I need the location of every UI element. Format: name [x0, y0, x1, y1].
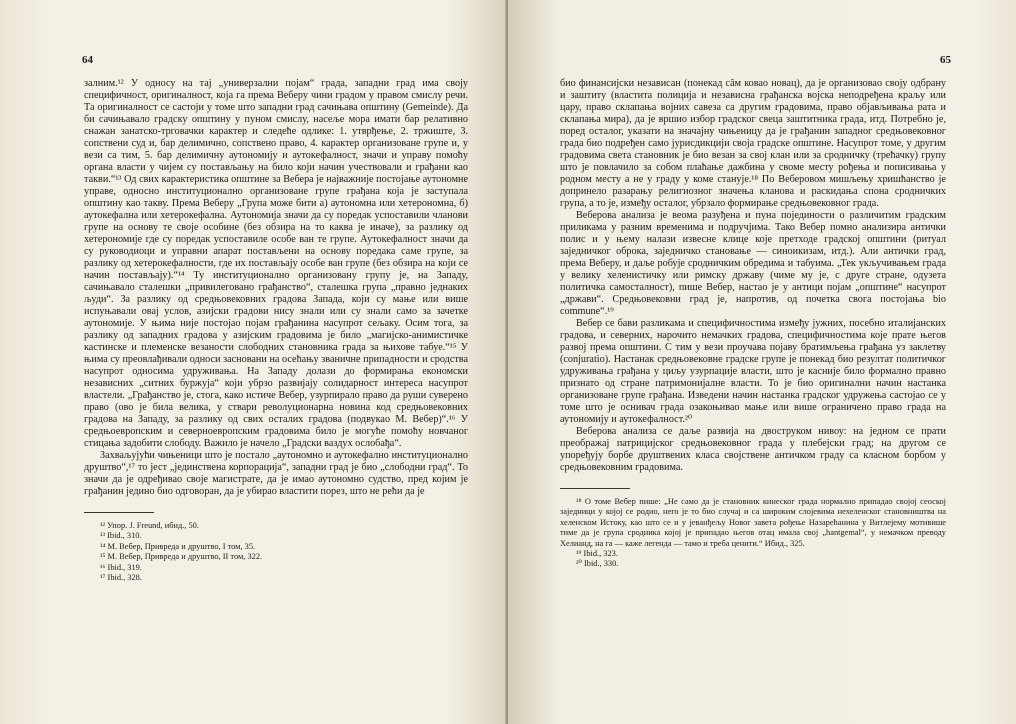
- footnote: ¹³ Ibid., 310.: [100, 531, 142, 541]
- right-page: [508, 0, 1016, 724]
- page-number: 64: [82, 54, 93, 66]
- paragraph: био финансијски независан (понекад сâм ковао новац), да је организовао своју одбрану и заштиту (властита полиција и независна грађанска војска неподређена краљу или цару, право склапања војних савеза са другим градовима, право објављивања рата и склапања мира), да је вршио избор градског свеца заштитника града, итд. Потребно је, поред осталог, указати на значајну чињеницу да је грађанин западног средњовековног града био подређен само јурисдикцији своја градске општине. Насупрот томе, у другим градовима света становник је био везан за свој клан или за сродничку (трећачку) групу што је повлачило за собом плаћање дажбина у своме месту рођења и пописивања у родном месту а не у граду у коме станује.¹⁸ По Веберовом мишљењу хришћанство је допринело разарању религиозног значења кланова и раскидања спона сродничких група, а то је, између осталог, убрзало формирање средњовековног града.: [560, 78, 946, 209]
- footnote: ¹⁷ Ibid., 328.: [100, 573, 142, 583]
- footnote: ¹² Упор. J. Freund, ибид., 50.: [100, 521, 199, 530]
- page-number: 65: [940, 54, 951, 66]
- body-text: [560, 78, 946, 474]
- body-text: [84, 78, 468, 498]
- footnote: ¹⁶ Ibid., 319.: [100, 562, 142, 572]
- footnote-rule: [84, 512, 154, 513]
- left-column: [84, 78, 468, 583]
- footnotes: [84, 521, 468, 583]
- footnote: ²⁰ Ibid., 330.: [576, 559, 619, 569]
- paragraph: залним.¹² У односу на тај „универзални појам“ града, западни град има своју специфичност, оригиналност, која га према Веберу чини градом у правом смислу речи. Та оригиналност се састоји у томе што западни град сачињава општину (Gemeinde). Да би сачињавало градску општину у пуном смислу, насеље мора имати бар релативно снажан занатско-трговачки карактер и следеће одлике: 1. утврђење, 2. тржиште, 3. сопствени суд и, бар делимично, сопствено право, 4. карактер организоване групе и, у вези са тим, 5. бар делимичну аутономију и аутокефалност, значи и управу помоћу органа власти у чијем су постављању на било који начин учествовали и грађани као такви.“¹³ Од свих карактеристика општине за Вебера је најважније постојање аутономне управе, односно институционално организоване групе грађана која је заступала општину као такву. Према Веберу „Група може бити а) аутономна или хетерономна, б) аутокефална или хетерокефална. Аутономија значи да су поредак успоставили чланови групе на основу те своје особине (без обзира на то каква је иначе), за разлику од хетерономије где су поредак успоставиле особе ван те групе. Аутокефалност значи да су руководиоци и управни апарат постављени на основу поредака саме групе, за разлику од хетерокефалности, где их постављају особе ван групе (без обзира на који се начин постављају).“¹⁴ Ту институционално организовану групу је, на Западу, сачињавало сталешки „привилеговано грађанство“, сталешка група „правно једнаких људи“. За разлику од средњовековних градова Запада, који су мање или више испуњавали овај услов, азијски градови нису знали или су знали само за зачетке аутономије. У њима није постојао појам грађанина насупрот сељаку. Осим тога, за разлику од западних градова у азијским градовима је било „магијско-анимистичке кастинске и племенске везаности слободних становника града за њихове табуе.“¹⁵ У њима су преовлађивали односи засновани на осећању званичне припадности и сродства насупрот односима удруживања. На Западу долази до формирања економски независних „ситних буржуја“ који убрзо развијају солидарност интереса насупрот властели. „Грађанство је, стога, како истиче Вебер, узурпирало право да руши суверено право (ово је била велика, у ствари револуционарна новина код средњовековних градова на Западу, за разлику од свих осталих градова (подвукао М. Вебер)“.¹⁶ У средњоевропским и северноевропским градовима било је могуће помоћу новчаног стицања задобити слободу. Важило је начело „Градски ваздух ослобађа“.: [84, 78, 468, 449]
- paragraph: Веберова анализа се даље развија на двоструком нивоу: на једном се прати преображај патрицијског средњовековног града у плебејски град; на другом се упоређују борбе друштвених класа својствене античком граду са класном борбом у средњовековним градовима.: [560, 426, 946, 473]
- footnote: ¹⁹ Ibid., 323.: [576, 549, 618, 559]
- paragraph: Веберова анализа је веома разуђена и пуна појединости о различитим градским приликама у разним временима и подручјима. Тако Вебер помно анализира антички полис и у њему налази извесне клице које претходе градској општини (ритуал заједничког оброка, заједничко становање — синоикизам, итд.). Али антички град, према Веберу, и даље робује сродничким обредима и табуима. „Тек укључивањем града у велику хеленистичку или римску државу (чиме му је, с друге стране, одузета политичка самосталност), пише Вебер, настао је у антици појам „општине“ насупрот „држави“. Средњовековни град је, напротив, од почетка свога постојања bio commune“.¹⁹: [560, 210, 946, 317]
- footnote: ¹⁵ М. Вебер, Привреда и друштво, II том, 322.: [100, 552, 263, 562]
- footnote: ¹⁴ М. Вебер, Привреда и друштво, I том, 35.: [100, 541, 256, 551]
- right-column: [560, 78, 946, 570]
- footnote: ¹⁸ О томе Вебер пише: „Не само да је становник кинеског града нормално припадао својој сеоској заједници у којој се родио, него је то био случај и са широким слојевима нехеленског становништва на хеленском Истоку, као што се и у јеванђељу Новог завета рођење Назарећанина у Витлејему мотивише тиме да је група сродника којој је припадао његов отац имала свој „hantgemal“, у немачком преводу Хелианд, на га — каже легенда — тамо и треба ценити.“ Ибид., 325.: [560, 497, 946, 548]
- footnotes: [560, 497, 946, 570]
- paragraph: Вебер се бави разликама и специфичностима између јужних, посебно италијанских градова, и северних, нарочито немачких градова, специфичностима које прате његов развој према општини. С тим у вези проучава појаву братимљења грађана уз заклетву (conjuratio). Настанак средњовековне градске групе је понекад био резултат политичког удруживања грађана у циљу узурпације власти, што је касније било формално правно признато од стране патримонијалне власти. То је био оригинални начин настанка организоване групе грађана. Изведени начин настанка градског удружења састојао се у томе што је оснивач града озакоњивао мање или више ограничено право града на аутономију и аутокефалност.²⁰: [560, 318, 946, 425]
- footnote-rule: [560, 488, 630, 489]
- paragraph: Захваљујући чињеници што је постало „аутономно и аутокефално институционално друштво“,¹⁷ то јест „јединствена корпорација“, западни град је био „слободни град“. То значи да је одређивао своје магистрате, да је имао аутономно судство, пред којим је грађанин једино био одговоран, да је убирао властити порез, што не рећи да је: [84, 450, 468, 497]
